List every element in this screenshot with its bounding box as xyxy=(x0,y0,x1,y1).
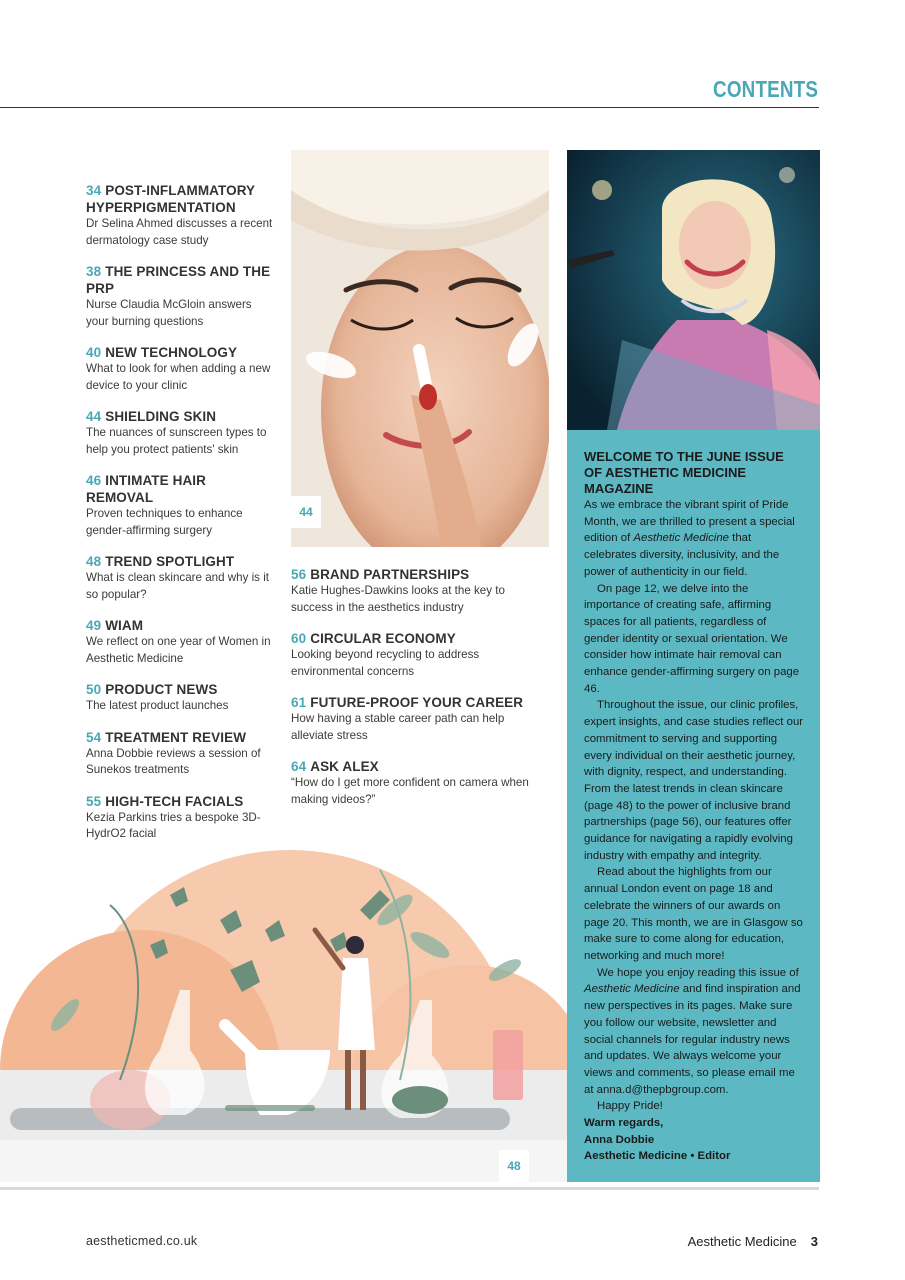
page-badge[interactable]: 48 xyxy=(499,1150,529,1182)
toc-entry-page: 61 xyxy=(291,695,307,710)
toc-entry[interactable] xyxy=(86,344,276,394)
toc-entry[interactable] xyxy=(86,408,276,458)
editor-letter-paragraph: As we embrace the vibrant spirit of Pride Month, we are thrilled to present a special edition of Aesthetic Medicine that celebrates diversity, inclusivity, and the power of authenticity in our field. xyxy=(584,499,795,578)
sunscreen-photo xyxy=(291,150,549,547)
editor-letter-paragraph: We hope you enjoy reading this issue of Aesthetic Medicine and find inspiration and new perspectives in its pages. Make sure you follow our website, newsletter and social channels for regular industry news and updates. We always welcome your views and comments, so please email me at anna.d@thepbgroup.com. xyxy=(584,966,801,1096)
toc-entry-desc: Anna Dobbie reviews a session of Sunekos treatments xyxy=(86,746,261,776)
toc-entry-title: 60 CIRCULAR ECONOMY xyxy=(291,631,456,646)
toc-entry[interactable] xyxy=(86,729,276,779)
toc-entry-page: 38 xyxy=(86,264,102,279)
toc-entry-page: 54 xyxy=(86,729,102,745)
editor-letter-body xyxy=(584,497,804,1115)
toc-entry-page: 60 xyxy=(291,631,307,646)
toc-entry-page: 46 xyxy=(86,473,102,488)
page-title: CONTENTS xyxy=(712,76,818,102)
toc-entry-page: 56 xyxy=(291,567,307,582)
toc-entry-desc: The nuances of sunscreen types to help you protect patients' skin xyxy=(86,426,267,456)
toc-entry-title: 56 BRAND PARTNERSHIPS xyxy=(291,567,470,582)
editor-name: Anna Dobbie xyxy=(584,1133,655,1146)
toc-entry-desc: We reflect on one year of Women in Aesthetic Medicine xyxy=(86,635,271,665)
editor-photo xyxy=(567,150,820,430)
editor-signoff: Warm regards, xyxy=(584,1117,664,1130)
toc-entry-desc: “How do I get more confident on camera when making videos?” xyxy=(291,776,529,806)
toc-entry[interactable] xyxy=(291,630,541,680)
toc-entry-title: 61 FUTURE-PROOF YOUR CAREER xyxy=(291,695,524,710)
toc-entry-page: 44 xyxy=(86,409,102,424)
toc-entry-title: 50 PRODUCT NEWS xyxy=(86,682,218,697)
editor-letter xyxy=(567,430,820,1182)
toc-entry-desc: How having a stable career path can help alleviate stress xyxy=(291,712,505,742)
footer-website[interactable]: aestheticmed.co.uk xyxy=(86,1234,198,1248)
toc-entry-title: 38 THE PRINCESS AND THE PRP xyxy=(86,264,271,296)
toc-entry[interactable] xyxy=(86,617,276,667)
toc-entry-desc: Nurse Claudia McGloin answers your burning questions xyxy=(86,298,252,328)
toc-entry[interactable] xyxy=(86,681,276,715)
editor-letter-paragraph: Throughout the issue, our clinic profiles, expert insights, and case studies reflect our commitment to serving and supporting every individual on their aesthetic journey, with dignity, respect, and understanding. From the latest trends in clean skincare (page 48) to the power of inclusive brand partnerships (page 56), our features offer guidance for navigating a rapidly evolving industry with empathy and integrity. xyxy=(584,699,804,862)
toc-entry-page: 55 xyxy=(86,793,102,809)
toc-entry-title: 34 POST-INFLAMMATORY HYPERPIGMENTATION xyxy=(86,183,255,215)
toc-entry[interactable] xyxy=(86,553,276,603)
toc-entry-page: 40 xyxy=(86,345,102,360)
toc-entry-title: 46 INTIMATE HAIR REMOVAL xyxy=(86,473,207,505)
toc-entry-title: 40 NEW TECHNOLOGY xyxy=(86,345,238,360)
toc-entry-desc: Kezia Parkins tries a bespoke 3D-HydrO2 facial xyxy=(86,810,261,840)
toc-entry[interactable] xyxy=(291,694,541,744)
toc-entry-desc: Proven techniques to enhance gender-affirming surgery xyxy=(86,507,243,537)
toc-entry[interactable] xyxy=(86,793,276,843)
toc-entry-desc: Looking beyond recycling to address environmental concerns xyxy=(291,648,480,678)
toc-entry-page: 50 xyxy=(86,682,102,697)
toc-entry-title: 49 WIAM xyxy=(86,618,144,633)
toc-entry-desc: Dr Selina Ahmed discusses a recent dermatology case study xyxy=(86,217,273,247)
editor-photo-art xyxy=(567,150,820,430)
toc-entry[interactable] xyxy=(86,182,276,249)
toc-entry-desc: What to look for when adding a new device to your clinic xyxy=(86,362,271,392)
toc-entry-title: 64 ASK ALEX xyxy=(291,759,379,774)
toc-column-middle xyxy=(291,566,541,822)
toc-entry[interactable] xyxy=(291,758,541,808)
toc-entry-page: 48 xyxy=(86,554,102,569)
toc-entry-title: 44 SHIELDING SKIN xyxy=(86,409,217,424)
footer-rule xyxy=(0,1187,819,1190)
toc-entry-page: 49 xyxy=(86,618,102,633)
toc-entry-desc: The latest product launches xyxy=(86,699,229,712)
editor-letter-paragraph: On page 12, we delve into the importance of creating safe, affirming spaces for all patients, regardless of gender identity or sexual orientation. We consider how intimate hair removal can enhance gender-affirming surgery on page 46. xyxy=(584,582,800,695)
editor-letter-paragraph: Happy Pride! xyxy=(597,1100,663,1113)
toc-entry-desc: Katie Hughes-Dawkins looks at the key to success in the aesthetics industry xyxy=(291,584,505,614)
header-rule xyxy=(0,107,819,108)
skincare-illustration xyxy=(0,850,567,1182)
toc-entry-page: 64 xyxy=(291,759,307,774)
footer-magazine: Aesthetic Medicine xyxy=(687,1234,797,1249)
footer-folio xyxy=(688,1234,818,1249)
toc-entry-title: 54 TREATMENT REVIEW xyxy=(86,729,247,745)
footer-page-number: 3 xyxy=(810,1234,818,1249)
toc-entry-title: 48 TREND SPOTLIGHT xyxy=(86,554,235,569)
sunscreen-photo-art xyxy=(291,150,549,547)
editor-letter-title: WELCOME TO THE JUNE ISSUE OF AESTHETIC MEDICINE MAGAZINE xyxy=(584,449,784,496)
toc-entry-desc: What is clean skincare and why is it so popular? xyxy=(86,571,269,601)
editor-role: Aesthetic Medicine • Editor xyxy=(584,1150,731,1163)
toc-entry-page: 34 xyxy=(86,183,102,198)
toc-column-left xyxy=(86,182,276,857)
page-badge[interactable]: 44 xyxy=(291,496,321,528)
toc-entry[interactable] xyxy=(86,263,276,330)
toc-entry[interactable] xyxy=(291,566,541,616)
toc-entry-title: 55 HIGH-TECH FACIALS xyxy=(86,793,244,809)
skincare-illustration-art xyxy=(0,850,567,1182)
toc-entry[interactable] xyxy=(86,472,276,539)
editor-letter-paragraph: Read about the highlights from our annual London event on page 18 and celebrate the winners of our awards on page 20. This month, we are in Glasgow so make sure to come along for education, networking and much more! xyxy=(584,866,803,962)
